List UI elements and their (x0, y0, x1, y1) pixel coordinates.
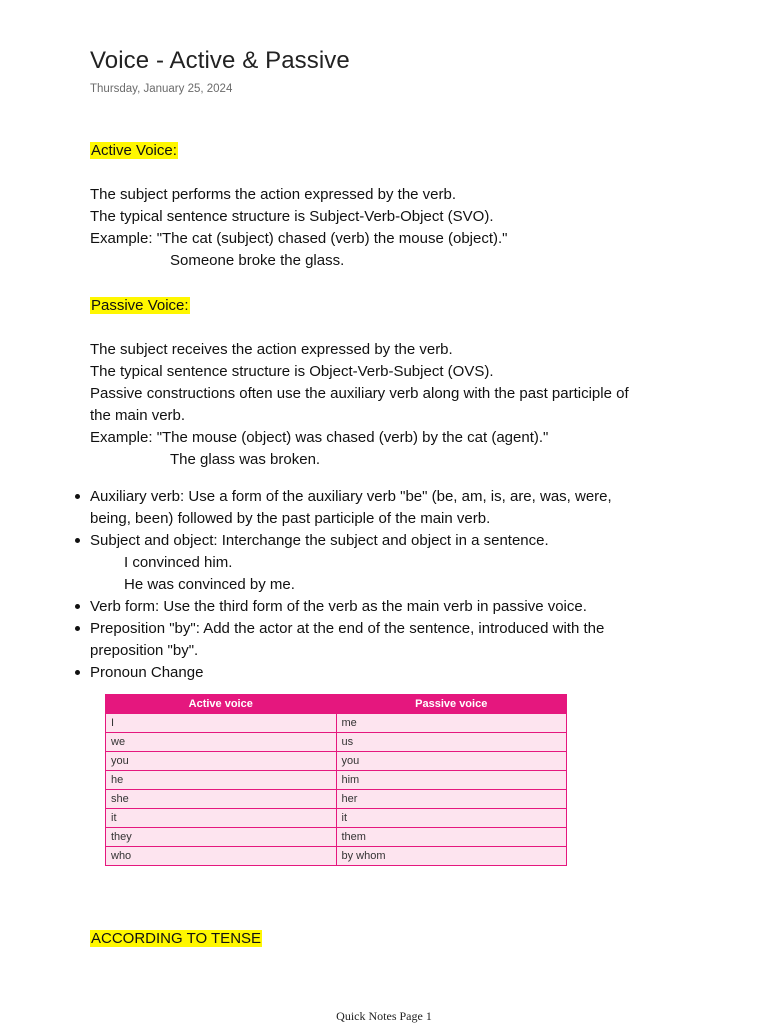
header-passive-voice: Passive voice (336, 695, 567, 714)
bullet-example-2: He was convinced by me. (124, 576, 295, 593)
passive-voice-heading-block (90, 295, 690, 317)
bullet-example-1: I convinced him. (124, 554, 233, 571)
page-date: Thursday, January 25, 2024 (90, 83, 233, 95)
active-cell: he (106, 771, 337, 790)
bullet-continuation: being, been) followed by the past participle of the main verb. (90, 510, 491, 527)
page-title[interactable]: Voice - Active & Passive (90, 47, 350, 74)
passive-cell: us (336, 733, 567, 752)
active-cell: who (106, 847, 337, 866)
active-cell: it (106, 809, 337, 828)
table-row (106, 828, 567, 847)
bullet-auxiliary-verb[interactable] (90, 486, 690, 530)
table-row (106, 733, 567, 752)
active-voice-heading-block (90, 140, 690, 162)
rules-bullet-list (90, 486, 690, 684)
active-cell: they (106, 828, 337, 847)
table-row (106, 714, 567, 733)
bullet-text: Verb form: Use the third form of the verb as the main verb in passive voice. (90, 598, 587, 615)
passive-line-5[interactable]: Example: "The mouse (object) was chased (verb) by the cat (agent)." (90, 429, 549, 446)
passive-cell: you (336, 752, 567, 771)
passive-line-1[interactable]: The subject receives the action expressed by the verb. (90, 341, 453, 358)
bullet-text: Preposition "by": Add the actor at the end of the sentence, introduced with the (90, 620, 605, 637)
bullet-text: Subject and object: Interchange the subject and object in a sentence. (90, 532, 549, 549)
bullet-text: Auxiliary verb: Use a form of the auxiliary verb "be" (be, am, is, are, was, were, (90, 488, 612, 505)
bullet-subject-object[interactable] (90, 530, 690, 596)
bullet-verb-form[interactable] (90, 596, 690, 618)
table-row (106, 771, 567, 790)
pronoun-change-table (105, 694, 567, 866)
active-line-2[interactable]: The typical sentence structure is Subject-Verb-Object (SVO). (90, 208, 494, 225)
header-active-voice: Active voice (106, 695, 337, 714)
passive-cell: them (336, 828, 567, 847)
table-row (106, 847, 567, 866)
passive-cell: her (336, 790, 567, 809)
active-cell: I (106, 714, 337, 733)
active-voice-body (90, 184, 690, 272)
active-line-4[interactable]: Someone broke the glass. (170, 252, 345, 269)
active-line-3[interactable]: Example: "The cat (subject) chased (verb) the mouse (object)." (90, 230, 508, 247)
passive-voice-body (90, 339, 690, 471)
passive-cell: by whom (336, 847, 567, 866)
passive-line-4[interactable]: the main verb. (90, 407, 186, 424)
passive-cell: me (336, 714, 567, 733)
passive-cell: him (336, 771, 567, 790)
active-cell: she (106, 790, 337, 809)
page-footer: Quick Notes Page 1 (336, 1009, 432, 1023)
tense-heading-block (90, 928, 262, 950)
bullet-text: Pronoun Change (90, 664, 204, 681)
bullet-continuation: preposition "by". (90, 642, 199, 659)
active-cell: we (106, 733, 337, 752)
active-voice-heading[interactable]: Active Voice: (91, 142, 177, 159)
table-row (106, 790, 567, 809)
passive-line-6[interactable]: The glass was broken. (170, 451, 321, 468)
passive-line-2[interactable]: The typical sentence structure is Object-Verb-Subject (OVS). (90, 363, 494, 380)
bullet-pronoun-change[interactable] (90, 662, 690, 684)
table-header-row (106, 695, 567, 714)
active-line-1[interactable]: The subject performs the action expressed by the verb. (90, 186, 457, 203)
passive-cell: it (336, 809, 567, 828)
passive-voice-heading[interactable]: Passive Voice: (91, 297, 189, 314)
bullet-preposition-by[interactable] (90, 618, 690, 662)
table-row (106, 809, 567, 828)
table-row (106, 752, 567, 771)
according-to-tense-heading[interactable]: ACCORDING TO TENSE (91, 930, 262, 947)
active-cell: you (106, 752, 337, 771)
passive-line-3[interactable]: Passive constructions often use the auxiliary verb along with the past participle of (90, 385, 629, 402)
